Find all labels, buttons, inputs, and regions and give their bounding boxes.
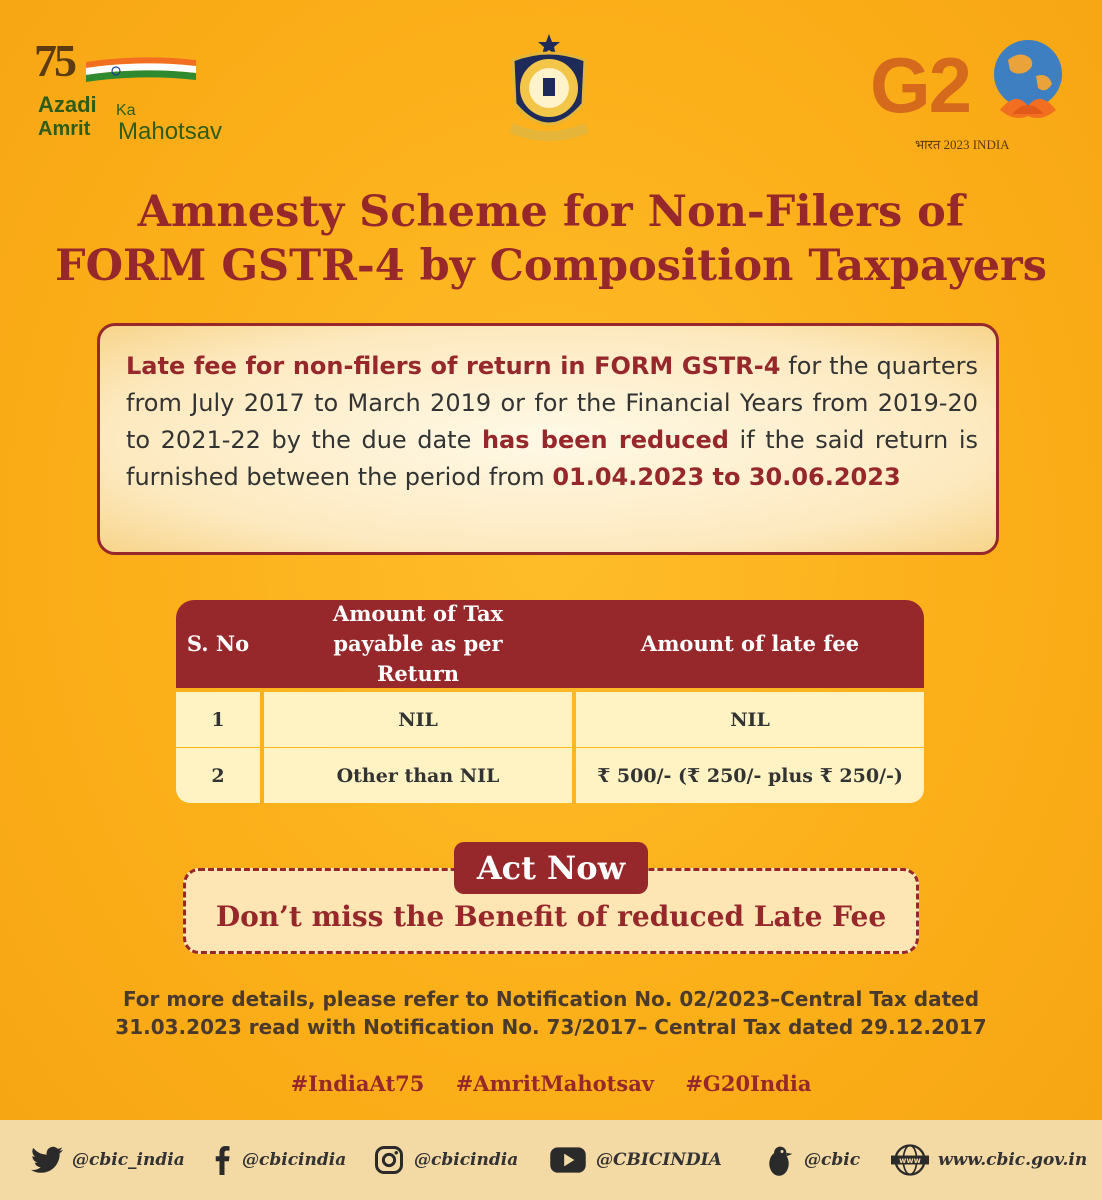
table-cell-tax: Other than NIL <box>264 748 572 803</box>
g20-logo <box>860 30 1070 155</box>
title-line-2: FORM GSTR-4 by Composition Taxpayers <box>55 241 1047 291</box>
hashtag[interactable]: #G20India <box>685 1071 812 1096</box>
tricolor-flag-icon <box>86 56 196 84</box>
svg-text:www: www <box>899 1155 921 1165</box>
info-text-part: if the said return is furnished between the period from <box>126 426 978 491</box>
table-cell-sno: 2 <box>176 748 260 803</box>
www-icon <box>890 1143 930 1177</box>
twitter-link[interactable] <box>30 1142 185 1178</box>
twitter-handle: @cbic_india <box>72 1150 185 1170</box>
website-url: www.cbic.gov.in <box>938 1150 1088 1170</box>
instagram-handle: @cbicindia <box>414 1150 519 1170</box>
amrit-text: Amrit <box>38 118 91 140</box>
title-line-1: Amnesty Scheme for Non-Filers of <box>137 187 965 237</box>
g20-text: G2 <box>870 41 971 129</box>
header-tax-amount: Amount of Tax payable as per Return <box>332 601 504 686</box>
table-row <box>176 692 924 747</box>
facebook-link[interactable] <box>210 1142 346 1178</box>
page-title <box>0 185 1102 293</box>
table-header <box>176 600 924 688</box>
table-cell-tax: NIL <box>264 692 572 747</box>
youtube-link[interactable] <box>548 1142 722 1178</box>
instagram-link[interactable] <box>372 1142 518 1178</box>
facebook-handle: @cbicindia <box>242 1150 347 1170</box>
table-cell-fee: NIL <box>576 692 924 747</box>
azadi-text: Azadi <box>38 92 97 117</box>
mahotsav-text: Mahotsav <box>118 118 223 145</box>
header-sno: S. No <box>186 631 250 656</box>
instagram-icon <box>372 1143 406 1177</box>
info-highlight-reduced: has been reduced <box>481 426 729 454</box>
website-link[interactable] <box>890 1142 1087 1178</box>
act-now-message: Don’t miss the Benefit of reduced Late Fee <box>215 900 887 933</box>
table-cell-sno: 1 <box>176 692 260 747</box>
hashtag[interactable]: #AmritMahotsav <box>455 1071 654 1096</box>
koo-link[interactable] <box>762 1142 860 1178</box>
notice-line-1: For more details, please refer to Notification No. 02/2023–Central Tax dated <box>122 987 980 1011</box>
koo-handle: @cbic <box>804 1150 861 1170</box>
info-box <box>97 323 999 555</box>
cbic-emblem-logo <box>493 32 605 147</box>
table-row <box>176 748 924 803</box>
info-text-part: for the quarters from July 2017 to March 2019 or for the Financial Years from 2019-20 to 2021-22 by the due date <box>126 352 979 454</box>
koo-icon <box>762 1143 796 1177</box>
act-now-label: Act Now <box>454 842 648 894</box>
youtube-icon <box>548 1143 588 1177</box>
notification-reference <box>0 985 1102 1041</box>
social-footer <box>0 1120 1102 1200</box>
facebook-icon <box>210 1143 234 1177</box>
twitter-icon <box>30 1143 64 1177</box>
notice-line-2: 31.03.2023 read with Notification No. 73/2017– Central Tax dated 29.12.2017 <box>115 1015 987 1039</box>
table-cell-fee: ₹ 500/- (₹ 250/- plus ₹ 250/-) <box>576 748 924 803</box>
azadi-ka-amrit-mahotsav-logo <box>34 34 224 144</box>
header-late-fee: Amount of late fee <box>640 631 860 656</box>
hashtag[interactable]: #IndiaAt75 <box>290 1071 425 1096</box>
info-text <box>126 348 978 496</box>
late-fee-table <box>176 600 924 801</box>
globe-lotus-icon <box>986 36 1070 132</box>
info-highlight-dates: 01.04.2023 to 30.06.2023 <box>552 463 901 491</box>
info-highlight-form: Late fee for non-filers of return in FORM GSTR-4 <box>126 352 781 380</box>
youtube-handle: @CBICINDIA <box>596 1150 722 1170</box>
hashtags <box>0 1071 1102 1096</box>
azadi-75-number: 75 <box>34 35 74 86</box>
ka-text: Ka <box>116 102 136 119</box>
g20-subtitle: भारत 2023 INDIA <box>915 137 1010 152</box>
